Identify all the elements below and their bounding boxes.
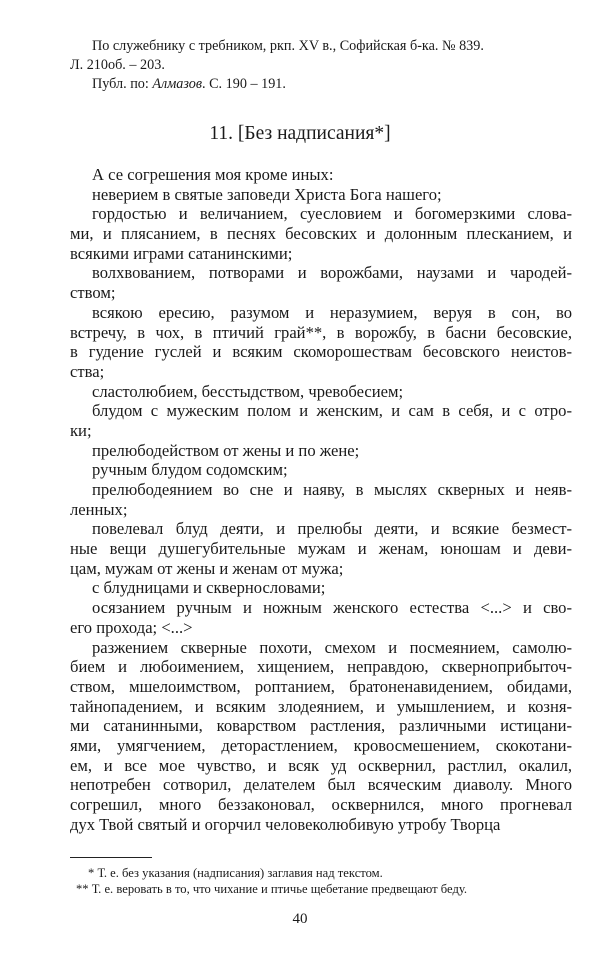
paragraph-line: согрешил, много беззаконовал, осквернился, много прогневал — [70, 795, 572, 814]
body-text — [70, 165, 572, 834]
paragraph-line: его прохода; <...> — [70, 617, 193, 637]
paragraph-line: А се согрешения моя кроме иных: — [92, 165, 334, 184]
paragraph-line: неверием в святые заповеди Христа Бога нашего; — [92, 184, 442, 204]
paragraph-line: ми сатанинными, коварством растления, различными истицани- — [70, 716, 572, 736]
paragraph-line: ленных; — [70, 499, 128, 519]
paragraph-line: ства; — [70, 361, 105, 381]
page-number: 40 — [292, 911, 308, 927]
paragraph-line: блудом с мужеским полом и женским, и сам в себя, и с отро- — [92, 401, 572, 421]
paragraph-line: прелюбодеянием во сне и наяву, в мыслях скверных и неяв- — [92, 480, 572, 499]
paragraph-line: гордостью и величанием, суесловием и богомерзкими слова- — [92, 204, 572, 224]
paragraph-line: с блудницами и сквернословами; — [92, 578, 326, 598]
section-title: 11. [Без надписания*] — [209, 123, 391, 144]
paragraph-line: осязанием ручным и ножным женского естества <...> и сво- — [92, 598, 572, 618]
paragraph-line: ством, мшелоимством, роптанием, братоненавидением, обидами, — [70, 676, 572, 696]
footnote-rule — [70, 857, 152, 858]
paragraph-line: ми, и плясанием, в песнях бесовских и долонным плесканием, и — [70, 224, 572, 244]
source-line-1: По служебнику с требником, ркп. XV в., Софийская б-ка. № 839. — [92, 38, 484, 54]
paragraph-line: ями, умягчением, деторастлением, кровосмешением, скокотани- — [70, 735, 572, 755]
paragraph-line: в гудение гуслей и всяким скоморошествам бесовского неистов- — [70, 342, 572, 362]
paragraph-line: дух Твой святый и огорчил человеколюбивую утробу Творца — [70, 814, 501, 834]
paragraph-line: ки; — [70, 420, 92, 440]
paragraph-line: разжением скверные похоти, смехом и посмеянием, самолю- — [92, 637, 572, 657]
paragraph-line: встречу, в чох, в птичий грай**, в ворожбу, в басни бесовские, — [70, 322, 572, 342]
paragraph-line: ством; — [70, 283, 116, 303]
paragraph-line: прелюбодейством от жены и по жене; — [92, 440, 360, 460]
publ-prefix: Публ. по: — [92, 76, 153, 92]
paragraph-line: всякою ересию, разумом и неразумием, веруя в сон, во — [92, 302, 572, 322]
publ-author: Алмазов — [152, 76, 202, 92]
paragraph-line: непотребен сотворил, делателем был всяческим диаволу. Много — [70, 775, 572, 795]
paragraph-line: ручным блудом содомским; — [92, 460, 288, 480]
publ-suffix: . С. 190 – 191. — [201, 76, 286, 92]
publication-note — [70, 75, 572, 94]
footnote-2: ** Т. е. веровать в то, что чихание и птичье щебетание предвещают беду. — [76, 882, 468, 896]
paragraph-line: бием и любоимением, хищением, неправдою, скверноприбыточ- — [70, 657, 572, 677]
source-note — [70, 37, 572, 94]
paragraph-line: ем, и все мое чувство, и всяк уд осквернил, растлил, окалил, — [70, 755, 572, 775]
footnote-1: * Т. е. без указания (надписания) заглавия над текстом. — [88, 866, 383, 880]
paragraph-line: тайнопадением, и всяким злодеянием, и умышлением, и козня- — [70, 696, 572, 716]
paragraph-line: ные вещи душегубительные мужам и женам, юношам и деви- — [70, 539, 572, 559]
paragraph-line: сластолюбием, бесстыдством, чревобесием; — [92, 381, 404, 401]
paragraph-line: цам, мужам от жены и женам от мужа; — [70, 558, 344, 578]
paragraph-line: волхвованием, потворами и ворожбами, наузами и чародей- — [92, 263, 572, 283]
footnotes — [70, 865, 572, 897]
source-line-2: Л. 210об. – 203. — [70, 57, 165, 73]
paragraph-line: повелевал блуд деяти, и прелюбы деяти, и всякие безмест- — [92, 519, 572, 539]
paragraph-line: всякими играми сатанинскими; — [70, 243, 293, 263]
